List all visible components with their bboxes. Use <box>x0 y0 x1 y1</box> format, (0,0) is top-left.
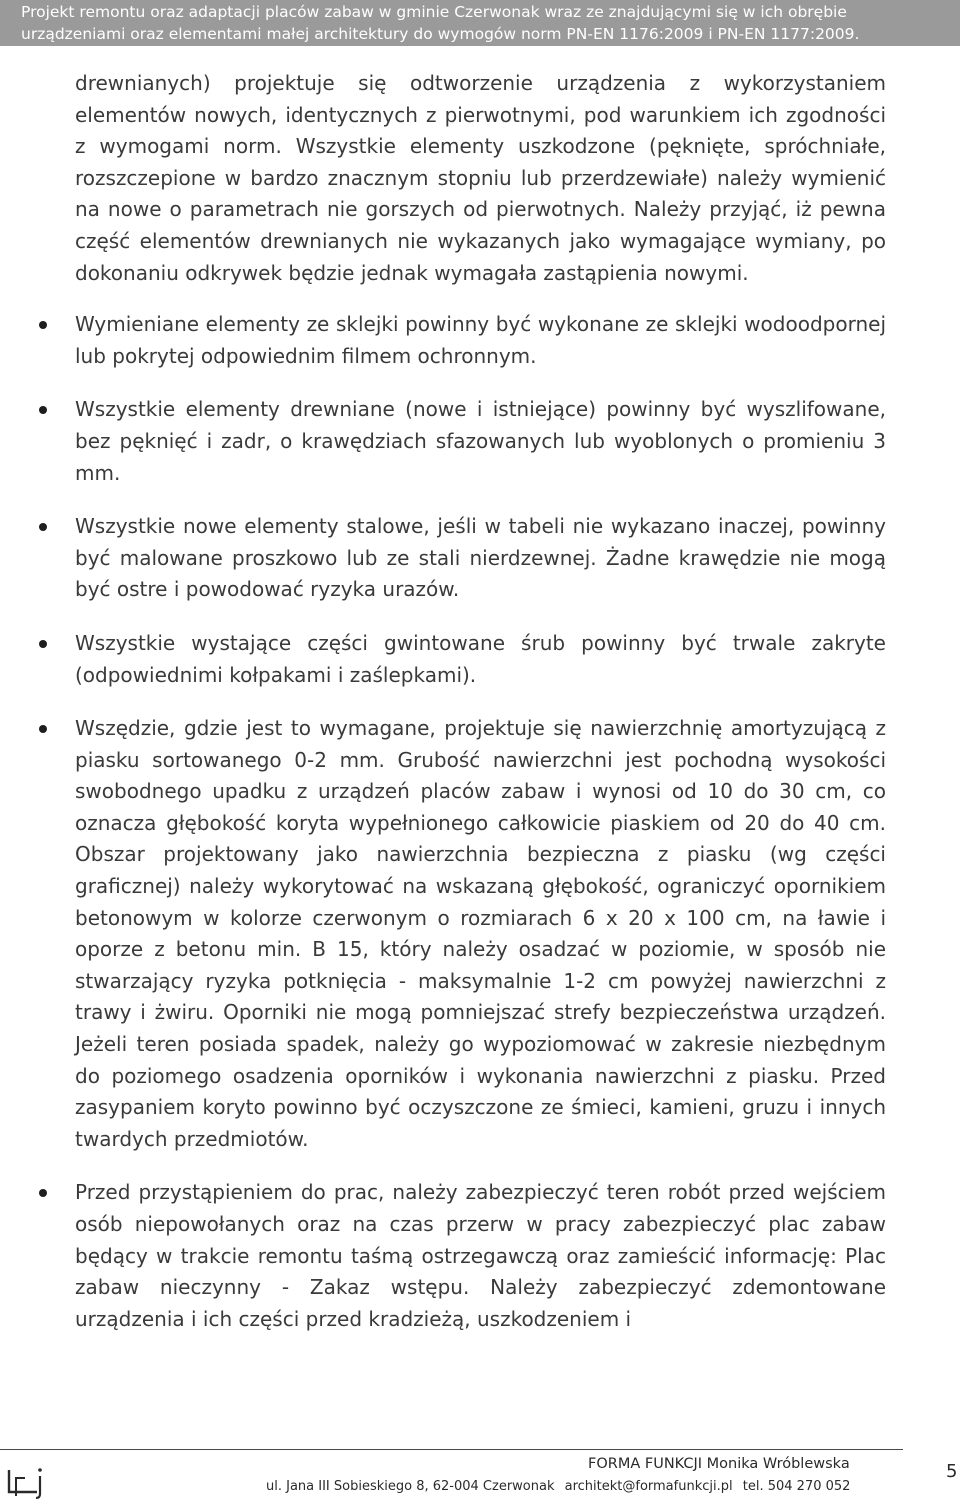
list-item <box>75 511 886 606</box>
footer-divider <box>0 1449 903 1450</box>
header-line-2: urządzeniami oraz elementami małej architektury do wymogów norm PN-EN 1176:2009 i PN-EN 1177:2009. <box>21 25 860 43</box>
forma-funkcji-logo-icon <box>7 1460 45 1500</box>
bullet-icon <box>39 523 47 531</box>
document-body <box>75 68 886 1335</box>
list-item <box>75 394 886 489</box>
list-item-text: Wszystkie wystające części gwintowane śrub powinny być trwale zakryte (odpowiednimi kołpakami i zaślepkami). <box>75 630 886 687</box>
footer-phone: tel. 504 270 052 <box>742 1479 851 1494</box>
footer-brand: FORMA FUNKCJI Monika Wróblewska <box>588 1456 850 1472</box>
footer-contact <box>266 1478 906 1496</box>
bullet-icon <box>39 725 47 733</box>
list-item-text: Wymieniane elementy ze sklejki powinny być wykonane ze sklejki wodoodpornej lub pokrytej odpowiednim filmem ochronnym. <box>75 312 886 368</box>
footer-address: ul. Jana III Sobieskiego 8, 62-004 Czerwonak <box>266 1479 555 1494</box>
page-number: 5 <box>946 1461 958 1482</box>
list-item-text: Wszędzie, gdzie jest to wymagane, projektuje się nawierzchnię amortyzującą z piasku sortowanego 0-2 mm. Grubość nawierzchni jest pochodną wysokości swobodnego upadku z urządzeń placów zabaw i wynosi od 10 do 30 cm, co oznacza głębokość koryta wypełnionego całkowicie piaskiem od 20 do 40 cm. Obszar projektowany jako nawierzchnia bezpieczna z piasku (wg części graficznej) należy wykorytować na wskazaną głębokość, ograniczyć opornikiem betonowym w kolorze czerwonym o rozmiarach 6 x 20 x 100 cm, na ławie i oporze z betonu min. B 15, który należy osadzać w poziomie, w sposób nie stwarzający ryzyka potknięcia - maksymalnie 1-2 cm powyżej nawierzchni z trawy i żwiru. Oporniki nie mogą pomniejszać strefy bezpieczeństwa urządzeń. Jeżeli teren posiada spadek, należy go wypoziomować w zakresie niezbędnym do poziomego osadzenia oporników i wykonania nawierzchni z piasku. Przed zasypaniem koryto powinno być oczyszczone ze śmieci, kamieni, gruzu i innych twardych przedmiotów. <box>75 716 886 1151</box>
list-item-text: Przed przystąpieniem do prac, należy zabezpieczyć teren robót przed wejściem osób niepowołanych oraz na czas przerw w pracy zabezpieczyć plac zabaw będący w trakcie remontu taśmą ostrzegawczą oraz zamieścić informację: Plac zabaw nieczynny - Zakaz wstępu. Należy zabezpieczyć zdemontowane urządzenia i ich części przed kradzieżą, uszkodzeniem i <box>75 1180 886 1331</box>
page-footer <box>0 1444 960 1509</box>
bullet-icon <box>39 406 47 414</box>
bullet-icon <box>39 1189 47 1197</box>
list-item-text: Wszystkie nowe elementy stalowe, jeśli w tabeli nie wykazano inaczej, powinny być malowane proszkowo lub ze stali nierdzewnej. Żadne krawędzie nie mogą być ostre i powodować ryzyka urazów. <box>75 514 886 602</box>
bullet-icon <box>39 640 47 648</box>
intro-paragraph: drewnianych) projektuje się odtworzenie urządzenia z wykorzystaniem elementów nowych, identycznych z pierwotnymi, pod warunkiem ich zgodności z wymogami norm. Wszystkie elementy uszkodzone (pęknięte, spróchniałe, rozszczepione w bardzo znacznym stopniu lub przerdzewiałe) należy wymienić na nowe o parametrach nie gorszych od pierwotnych. Należy przyjąć, iż pewna część elementów drewnianych nie wykazanych jako wymagające wymiany, po dokonaniu odkrywek będzie jednak wymagała zastąpienia nowymi. <box>75 71 886 285</box>
footer-email: architekt@formafunkcji.pl <box>564 1479 733 1494</box>
list-item <box>75 309 886 372</box>
list-item <box>75 628 886 691</box>
list-item-text: Wszystkie elementy drewniane (nowe i istniejące) powinny być wyszlifowane, bez pęknięć i zadr, o krawędziach sfazowanych lub wyoblonych o promieniu 3 mm. <box>75 397 886 485</box>
bullet-icon <box>39 321 47 329</box>
page-header <box>0 0 960 46</box>
header-line-1: Projekt remontu oraz adaptacji placów zabaw w gminie Czerwonak wraz ze znajdującymi się w ich obrębie <box>21 3 847 21</box>
list-item <box>75 713 886 1155</box>
list-item <box>75 1177 886 1335</box>
